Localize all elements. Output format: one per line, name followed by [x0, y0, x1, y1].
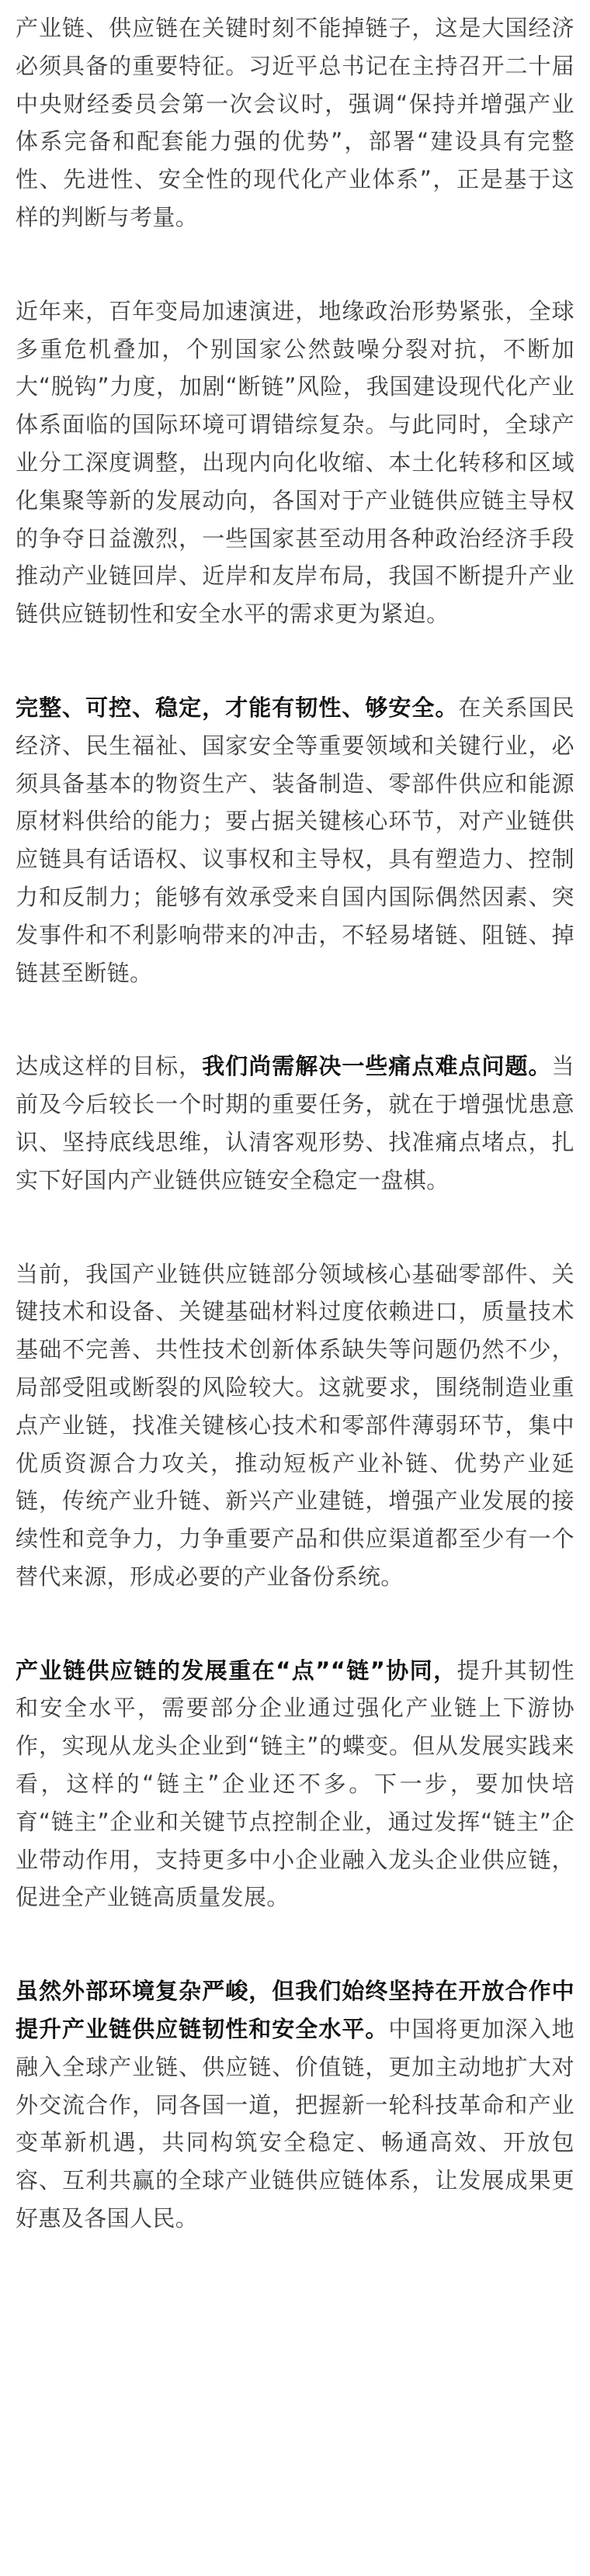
paragraph-4-text: 当前及今后较长一个时期的重要任务，就在于增强忧患意识、坚持底线思维，认清客观形势、找准痛点堵点，扎实下好国内产业链供应链安全稳定一盘棋。 — [16, 1053, 574, 1193]
paragraph-5 — [16, 1255, 574, 1596]
paragraph-4-bold: 我们尚需解决一些痛点难点问题。 — [202, 1053, 552, 1080]
paragraph-6 — [16, 1652, 574, 1917]
paragraph-1-text: 产业链、供应链在关键时刻不能掉链子，这是大国经济必须具备的重要特征。习近平总书记在主持召开二十届中央财经委员会第一次会议时，强调“保持并增强产业体系完备和配套能力强的优势”，部署“建设具有完整性、先进性、安全性的现代化产业体系”，正是基于这样的判断与考量。 — [16, 15, 574, 230]
paragraph-4-pre: 达成这样的目标， — [16, 1053, 203, 1080]
paragraph-3-lead: 完整、可控、稳定，才能有韧性、够安全。 — [16, 694, 459, 721]
paragraph-1 — [16, 9, 574, 237]
paragraph-4 — [16, 1047, 574, 1199]
paragraph-2-text: 近年来，百年变局加速演进，地缘政治形势紧张，全球多重危机叠加，个别国家公然鼓噪分裂对抗，不断加大“脱钩”力度，加剧“断链”风险，我国建设现代化产业体系面临的国际环境可谓错综复杂。与此同时，全球产业分工深度调整，出现内向化收缩、本土化转移和区域化集聚等新的发展动向，各国对于产业链供应链主导权的争夺日益激烈，一些国家甚至动用各种政治经济手段推动产业链回岸、近岸和友岸布局，我国不断提升产业链供应链韧性和安全水平的需求更为紧迫。 — [16, 297, 574, 628]
paragraph-7-text: 中国将更加深入地融入全球产业链、供应链、价值链，更加主动地扩大对外交流合作，同各国一道，把握新一轮科技革命和产业变革新机遇，共同构筑安全稳定、畅通高效、开放包容、互利共赢的全球产业链供应链体系，让发展成果更好惠及各国人民。 — [16, 2016, 575, 2232]
paragraph-6-lead: 产业链供应链的发展重在“点”“链”协同， — [16, 1657, 457, 1684]
paragraph-3-text: 在关系国民经济、民生福祉、国家安全等重要领域和关键行业，必须具备基本的物资生产、装备制造、零部件供应和能源原材料供给的能力；要占据关键核心环节，对产业链供应链具有话语权、议事权和主导权，具有塑造力、控制力和反制力；能够有效承受来自国内国际偶然因素、突发事件和不利影响带来的冲击，不轻易堵链、阻链、掉链甚至断链。 — [16, 694, 574, 986]
paragraph-3 — [16, 689, 574, 992]
paragraph-6-text: 提升其韧性和安全水平，需要部分企业通过强化产业链上下游协作，实现从龙头企业到“链主”的蝶变。但从发展实践来看，这样的“链主”企业还不多。下一步，要加快培育“链主”企业和关键节点控制企业，通过发挥“链主”企业带动作用，支持更多中小企业融入龙头企业供应链，促进全产业链高质量发展。 — [16, 1657, 574, 1911]
paragraph-7 — [16, 1972, 574, 2238]
paragraph-2 — [16, 293, 574, 633]
paragraph-5-text: 当前，我国产业链供应链部分领域核心基础零部件、关键技术和设备、关键基础材料过度依赖进口，质量技术基础不完善、共性技术创新体系缺失等问题仍然不少，局部受阻或断裂的风险较大。这就要求，围绕制造业重点产业链，找准关键核心技术和零部件薄弱环节，集中优质资源合力攻关，推动短板产业补链、优势产业延链，传统产业升链、新兴产业建链，增强产业发展的接续性和竞争力，力争重要产品和供应渠道都至少有一个替代来源，形成必要的产业备份系统。 — [16, 1260, 574, 1590]
paragraph-7-lead: 虽然外部环境复杂严峻，但我们始终坚持在开放合作中提升产业链供应链韧性和安全水平。 — [16, 1978, 574, 2043]
